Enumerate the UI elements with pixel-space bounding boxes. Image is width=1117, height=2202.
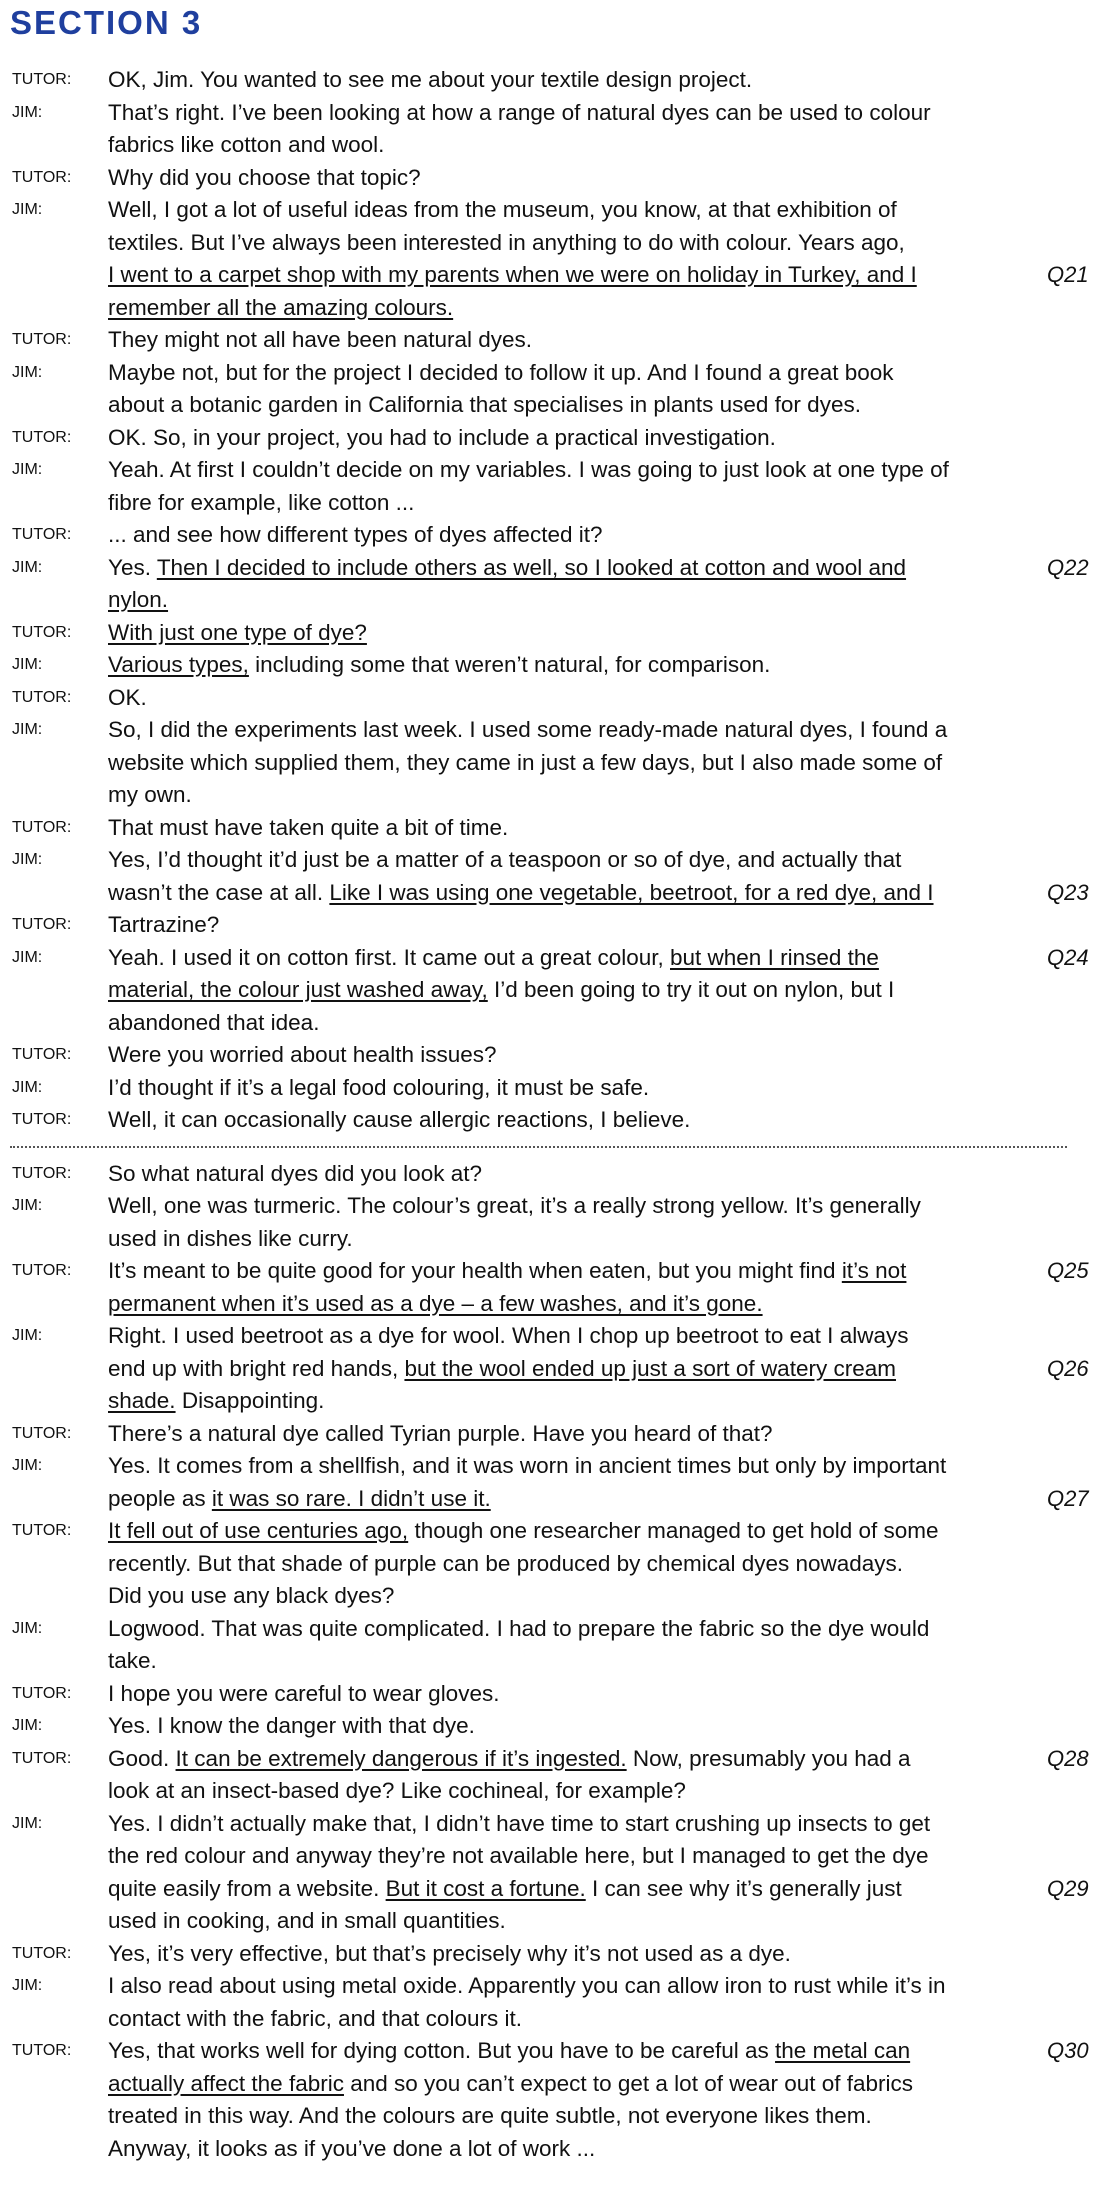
line-text: end up with bright red hands, (108, 1355, 405, 1381)
dialogue-turn (0, 1158, 1117, 1191)
dialogue-line (0, 422, 1117, 455)
dialogue-line (0, 552, 1117, 585)
dialogue-line (0, 942, 1117, 975)
speaker-label: TUTOR: (12, 1684, 72, 1702)
dialogue-line (0, 1385, 1117, 1418)
line-text: That’s right. I’ve been looking at how a range of natural dyes can be used to colour (108, 99, 931, 125)
dialogue-line (0, 617, 1117, 650)
dialogue-line (0, 1255, 1117, 1288)
line-text: I can see why it’s generally just (585, 1875, 902, 1901)
dialogue-line (0, 357, 1117, 390)
dialogue-line (0, 1743, 1117, 1776)
line-text: Well, I got a lot of useful ideas from the museum, you know, at that exhibition of (108, 197, 897, 222)
dialogue-turn (0, 422, 1117, 455)
dialogue-line (0, 2068, 1117, 2101)
speaker-label: TUTOR: (12, 1262, 72, 1279)
line-text: ... and see how different types of dyes affected it? (108, 522, 603, 547)
line-text: Did you use any black dyes? (108, 1583, 395, 1608)
dialogue-line (0, 1353, 1117, 1386)
dialogue-turn (0, 552, 1117, 617)
speaker-label: JIM: (12, 1327, 43, 1344)
dialogue-turn (0, 942, 1117, 1040)
line-text: the red colour and anyway they’re not available here, but I managed to get the dye (108, 1843, 929, 1868)
dialogue-line (0, 877, 1117, 910)
question-number: Q26 (1047, 1355, 1089, 1381)
answer-underline: material, the colour just washed away, (108, 977, 488, 1002)
speaker-label: TUTOR: (12, 168, 72, 186)
line-text: Yes, it’s very effective, but that’s precisely why it’s not used as a dye. (108, 1940, 791, 1966)
dialogue-turn (0, 1710, 1117, 1743)
line-text: OK. So, in your project, you had to include a practical investigation. (108, 424, 776, 450)
line-text: Good. (108, 1745, 176, 1771)
dialogue-turn (0, 812, 1117, 845)
answer-underline: shade. (108, 1388, 176, 1413)
line-text: Disappointing. (175, 1388, 325, 1413)
speaker-label: JIM: (12, 1717, 43, 1734)
section-divider (0, 1137, 1117, 1158)
line-text: Yes. It comes from a shellfish, and it was worn in ancient times but only by important (108, 1453, 947, 1478)
dialogue-turn (0, 1938, 1117, 1971)
dialogue-turn (0, 194, 1117, 324)
line-text: Yes. I didn’t actually make that, I didn’t have time to start crushing up insects to get (108, 1810, 931, 1836)
dialogue-turn (0, 844, 1117, 909)
dialogue-line (0, 129, 1117, 162)
dialogue-line (0, 974, 1117, 1007)
dialogue-turn (0, 1515, 1117, 1613)
dialogue-turn (0, 1970, 1117, 2035)
dialogue-line (0, 1710, 1117, 1743)
line-text: I’d been going to try it out on nylon, but I (487, 977, 895, 1002)
line-text: people as (108, 1485, 212, 1511)
dialogue-turn (0, 617, 1117, 650)
dialogue-line (0, 259, 1117, 292)
speaker-label: TUTOR: (12, 1111, 72, 1128)
dialogue-turn (0, 682, 1117, 715)
dialogue-line (0, 1288, 1117, 1321)
answer-underline: I went to a carpet shop with my parents when we were on holiday in Turkey, and I (108, 262, 917, 287)
speaker-label: TUTOR: (12, 916, 72, 933)
line-text: treated in this way. And the colours are quite subtle, not everyone likes them. (108, 2103, 872, 2128)
answer-underline: nylon. (108, 587, 169, 612)
dialogue-line (0, 1905, 1117, 1938)
dialogue-line (0, 1158, 1117, 1191)
speaker-label: TUTOR: (12, 1424, 72, 1442)
line-text: contact with the fabric, and that colours it. (108, 2005, 522, 2031)
dialogue-line (0, 1450, 1117, 1483)
line-text: quite easily from a website. (108, 1875, 386, 1901)
dialogue-line (0, 2100, 1117, 2133)
question-number: Q21 (1047, 262, 1089, 287)
dialogue-line (0, 2133, 1117, 2166)
answer-underline: it’s not (841, 1258, 907, 1283)
answer-underline: but the wool ended up just a sort of watery cream (404, 1355, 896, 1381)
line-text: abandoned that idea. (108, 1009, 320, 1035)
dialogue-line (0, 64, 1117, 97)
dialogue-line (0, 227, 1117, 260)
dialogue-line (0, 1970, 1117, 2003)
line-text: Well, one was turmeric. The colour’s great, it’s a really strong yellow. It’s generally (108, 1193, 921, 1218)
dialogue-line (0, 1938, 1117, 1971)
dialogue-line (0, 1320, 1117, 1353)
dialogue-line (0, 162, 1117, 195)
dialogue-turn (0, 97, 1117, 162)
line-text: fabrics like cotton and wool. (108, 132, 385, 157)
line-text: Right. I used beetroot as a dye for wool. When I chop up beetroot to eat I always (108, 1323, 909, 1348)
line-text: my own. (108, 782, 192, 807)
section-title: SECTION 3 (10, 4, 203, 41)
transcript (0, 64, 1117, 2165)
answer-underline: but when I rinsed the (670, 944, 879, 970)
speaker-label: JIM: (12, 1078, 43, 1096)
dialogue-line (0, 1104, 1117, 1137)
dialogue-turn (0, 714, 1117, 812)
answer-underline: It fell out of use centuries ago, (108, 1518, 409, 1543)
speaker-label: TUTOR: (12, 331, 72, 348)
answer-underline: permanent when it’s used as a dye – a few washes, and it’s gone. (108, 1290, 763, 1316)
speaker-label: JIM: (12, 363, 43, 381)
dialogue-line (0, 649, 1117, 682)
speaker-label: JIM: (12, 1457, 43, 1474)
dialogue-line (0, 1223, 1117, 1256)
dialogue-turn (0, 1039, 1117, 1072)
dialogue-line (0, 1808, 1117, 1841)
line-text: including some that weren’t natural, for comparison. (248, 652, 771, 677)
speaker-label: JIM: (12, 1619, 43, 1637)
line-text: used in dishes like curry. (108, 1225, 353, 1251)
line-text: OK, Jim. You wanted to see me about your textile design project. (108, 67, 753, 92)
line-text: though one researcher managed to get hold of some (408, 1518, 939, 1543)
line-text: It’s meant to be quite good for your health when eaten, but you might find (108, 1258, 842, 1283)
line-text: textiles. But I’ve always been interested in anything to do with colour. Years ago, (108, 229, 905, 255)
dialogue-turn (0, 1320, 1117, 1418)
dialogue-line (0, 844, 1117, 877)
question-number: Q29 (1047, 1875, 1089, 1901)
speaker-label: TUTOR: (12, 526, 72, 543)
line-text: I also read about using metal oxide. Apparently you can allow iron to rust while it’s in (108, 1973, 946, 1998)
line-text: and so you can’t expect to get a lot of wear out of fabrics (343, 2070, 914, 2096)
line-text: I’d thought if it’s a legal food colouring, it must be safe. (108, 1074, 650, 1100)
dialogue-line (0, 1678, 1117, 1711)
speaker-label: JIM: (12, 103, 43, 121)
speaker-label: JIM: (12, 721, 43, 738)
dialogue-turn (0, 649, 1117, 682)
line-text: look at an insect-based dye? Like cochineal, for example? (108, 1778, 686, 1803)
dialogue-turn (0, 1678, 1117, 1711)
question-number: Q28 (1047, 1745, 1089, 1771)
line-text: So, I did the experiments last week. I used some ready-made natural dyes, I found a (108, 717, 948, 742)
dialogue-line (0, 519, 1117, 552)
dialogue-turn (0, 324, 1117, 357)
speaker-label: JIM: (12, 1197, 43, 1214)
speaker-label: JIM: (12, 656, 43, 673)
speaker-label: JIM: (12, 1814, 43, 1832)
dialogue-turn (0, 1104, 1117, 1137)
dialogue-line (0, 812, 1117, 845)
speaker-label: TUTOR: (12, 1522, 72, 1539)
line-text: Now, presumably you had a (626, 1745, 911, 1771)
answer-underline: Then I decided to include others as well, so I looked at cotton and wool and (156, 554, 907, 580)
dialogue-line (0, 1515, 1117, 1548)
line-text: Yes. (108, 554, 157, 580)
speaker-label: JIM: (12, 558, 43, 576)
dialogue-line (0, 1580, 1117, 1613)
dialogue-turn (0, 1072, 1117, 1105)
speaker-label: TUTOR: (12, 71, 72, 88)
dialogue-turn (0, 1808, 1117, 1938)
dialogue-line (0, 2003, 1117, 2036)
dialogue-line (0, 1613, 1117, 1646)
dialogue-line (0, 324, 1117, 357)
line-text: used in cooking, and in small quantities. (108, 1908, 506, 1933)
dialogue-turn (0, 64, 1117, 97)
line-text: Were you worried about health issues? (108, 1042, 497, 1067)
dialogue-line (0, 909, 1117, 942)
dialogue-turn (0, 519, 1117, 552)
line-text: That must have taken quite a bit of time. (108, 814, 509, 840)
answer-underline: actually affect the fabric (108, 2070, 344, 2096)
speaker-label: TUTOR: (12, 623, 72, 641)
dialogue-line (0, 97, 1117, 130)
dialogue-turn (0, 909, 1117, 942)
dialogue-line (0, 1548, 1117, 1581)
speaker-label: JIM: (12, 201, 43, 218)
answer-underline: It can be extremely dangerous if it’s ingested. (175, 1745, 627, 1771)
dialogue-line (0, 584, 1117, 617)
answer-underline: remember all the amazing colours. (108, 294, 454, 320)
dialogue-turn (0, 162, 1117, 195)
speaker-label: TUTOR: (12, 818, 72, 836)
line-text: OK. (108, 684, 147, 710)
dialogue-turn (0, 2035, 1117, 2165)
dialogue-line (0, 2035, 1117, 2068)
line-text: There’s a natural dye called Tyrian purple. Have you heard of that? (108, 1420, 773, 1446)
speaker-label: TUTOR: (12, 1046, 72, 1063)
line-text: So what natural dyes did you look at? (108, 1160, 482, 1186)
line-text: Tartrazine? (108, 912, 220, 937)
line-text: Yeah. At first I couldn’t decide on my variables. I was going to just look at one type of (108, 457, 949, 482)
dialogue-line (0, 1775, 1117, 1808)
speaker-label: JIM: (12, 461, 43, 478)
dialogue-turn (0, 1613, 1117, 1678)
line-text: Maybe not, but for the project I decided to follow it up. And I found a great book (108, 359, 894, 385)
answer-underline: But it cost a fortune. (385, 1875, 586, 1901)
line-text: Why did you choose that topic? (108, 164, 421, 190)
line-text: Yes, I’d thought it’d just be a matter of a teaspoon or so of dye, and actually that (108, 847, 902, 872)
speaker-label: TUTOR: (12, 428, 72, 446)
answer-underline: Various types, (108, 652, 249, 677)
speaker-label: JIM: (12, 851, 43, 868)
dialogue-turn (0, 1255, 1117, 1320)
dialogue-turn (0, 1190, 1117, 1255)
line-text: I hope you were careful to wear gloves. (108, 1680, 500, 1706)
dialogue-line (0, 1645, 1117, 1678)
dialogue-line (0, 1483, 1117, 1516)
speaker-label: JIM: (12, 1977, 43, 1994)
answer-underline: it was so rare. I didn’t use it. (211, 1485, 491, 1511)
question-number: Q30 (1047, 2038, 1089, 2063)
speaker-label: TUTOR: (12, 2042, 72, 2059)
line-text: wasn’t the case at all. (108, 879, 330, 905)
dialogue-turn (0, 1450, 1117, 1515)
dialogue-turn (0, 357, 1117, 422)
line-text: take. (108, 1648, 157, 1673)
question-number: Q24 (1047, 944, 1089, 970)
dialogue-turn (0, 454, 1117, 519)
question-number: Q22 (1047, 554, 1089, 580)
dialogue-line (0, 194, 1117, 227)
dialogue-line (0, 682, 1117, 715)
dialogue-turn (0, 1418, 1117, 1451)
dialogue-line (0, 714, 1117, 747)
line-text: Well, it can occasionally cause allergic reactions, I believe. (108, 1107, 691, 1132)
question-number: Q27 (1047, 1485, 1089, 1511)
line-text: website which supplied them, they came in just a few days, but I also made some of (108, 749, 943, 775)
dialogue-turn (0, 1743, 1117, 1808)
dialogue-line (0, 389, 1117, 422)
dialogue-line (0, 1007, 1117, 1040)
answer-underline: the metal can (775, 2038, 911, 2063)
line-text: Yes. I know the danger with that dye. (108, 1713, 475, 1738)
line-text: fibre for example, like cotton ... (108, 489, 415, 515)
line-text: They might not all have been natural dyes. (108, 327, 533, 352)
dialogue-line (0, 454, 1117, 487)
dialogue-line (0, 1840, 1117, 1873)
speaker-label: TUTOR: (12, 1944, 72, 1962)
speaker-label: JIM: (12, 948, 43, 966)
dialogue-line (0, 747, 1117, 780)
dialogue-line (0, 1418, 1117, 1451)
answer-underline: With just one type of dye? (108, 619, 367, 645)
question-number: Q25 (1047, 1258, 1089, 1283)
line-text: Yeah. I used it on cotton first. It came out a great colour, (108, 944, 670, 970)
line-text: recently. But that shade of purple can be produced by chemical dyes nowadays. (108, 1550, 904, 1576)
dialogue-line (0, 1190, 1117, 1223)
question-number: Q23 (1047, 879, 1089, 905)
dialogue-line (0, 1039, 1117, 1072)
line-text: Yes, that works well for dying cotton. But you have to be careful as (108, 2038, 776, 2063)
dialogue-line (0, 487, 1117, 520)
speaker-label: TUTOR: (12, 1749, 72, 1767)
dialogue-line (0, 1072, 1117, 1105)
dialogue-line (0, 779, 1117, 812)
line-text: Anyway, it looks as if you’ve done a lot of work ... (108, 2135, 596, 2161)
dialogue-line (0, 292, 1117, 325)
line-text: about a botanic garden in California that specialises in plants used for dyes. (108, 392, 861, 417)
answer-underline: Like I was using one vegetable, beetroot, for a red dye, and I (329, 879, 934, 905)
line-text: Logwood. That was quite complicated. I had to prepare the fabric so the dye would (108, 1615, 930, 1641)
dialogue-line (0, 1873, 1117, 1906)
speaker-label: TUTOR: (12, 1164, 72, 1182)
speaker-label: TUTOR: (12, 688, 72, 706)
